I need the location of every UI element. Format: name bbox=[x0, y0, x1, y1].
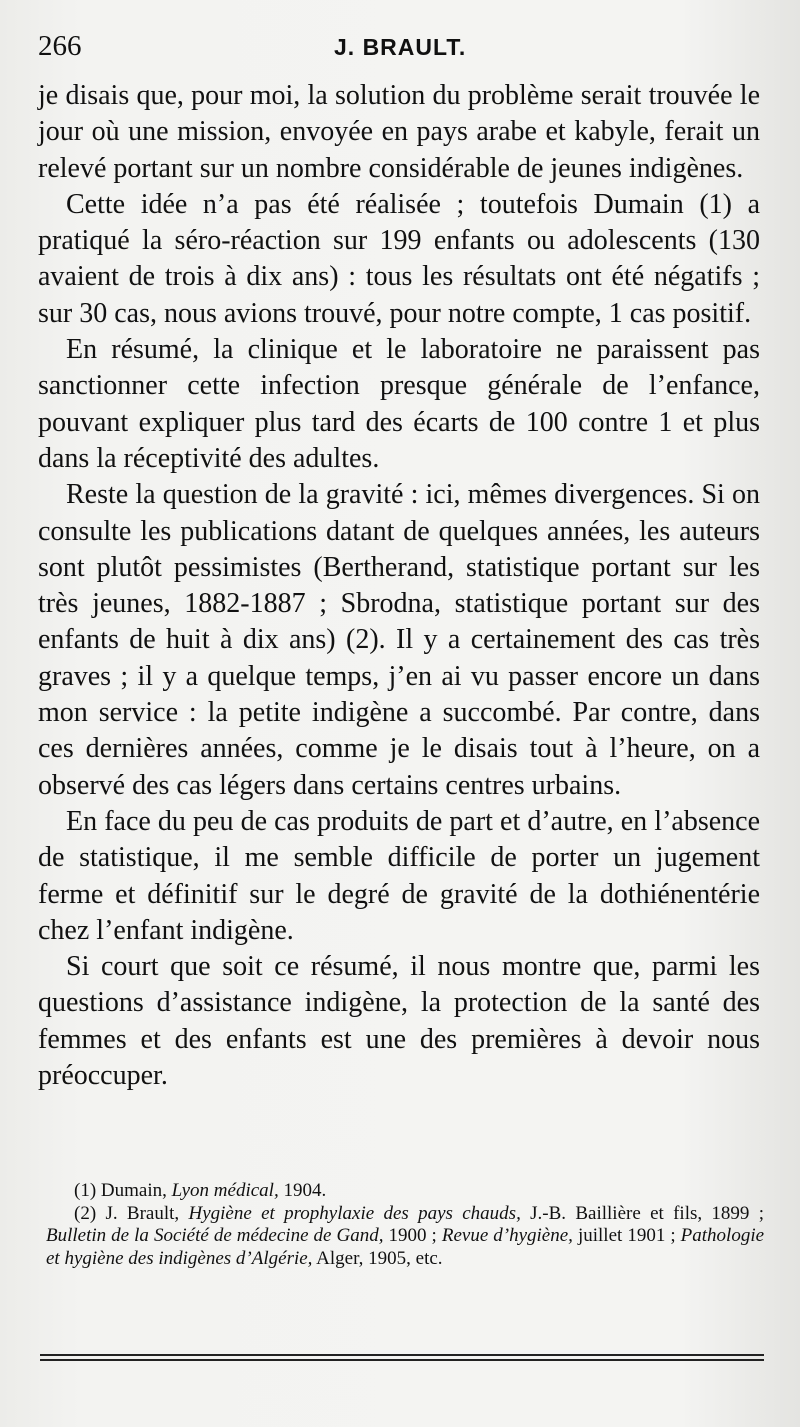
footnote-2-author: J. Brault, bbox=[105, 1202, 180, 1224]
body-text bbox=[38, 78, 760, 1094]
footnote-2-marker: (2) bbox=[74, 1202, 97, 1224]
footnote-2-text-4: Alger, 1905, etc. bbox=[316, 1247, 443, 1269]
footnote-2-text-2: 1900 ; bbox=[388, 1225, 437, 1246]
footnote-2 bbox=[46, 1203, 764, 1271]
footnote-2-text-1: J.-B. Baillière et fils, 1899 ; bbox=[530, 1202, 765, 1224]
footnote-1-journal: Lyon médical, bbox=[171, 1180, 279, 1201]
bottom-rule-upper bbox=[40, 1354, 764, 1356]
footnote-1 bbox=[46, 1180, 764, 1203]
page-header bbox=[38, 30, 760, 70]
footnote-1-marker: (1) bbox=[74, 1180, 97, 1201]
paragraph-6: Si court que soit ce résumé, il nous montre que, parmi les questions d’assistance indigène, la protection de la santé des femmes et des enfants est une des premières à devoir nous préoccuper. bbox=[38, 951, 760, 1092]
footnote-2-title-4: Pathologie et hygiène des indigènes d’Algérie, bbox=[46, 1225, 765, 1269]
bottom-rule-lower bbox=[40, 1359, 764, 1361]
paragraph-4: Reste la question de la gravité : ici, mêmes divergences. Si on consulte les publications datant de quelques années, les auteurs sont plutôt pessimistes (Bertherand, statistique portant sur les très jeunes, 1882-1887 ; Sbrodna, statistique portant sur des enfants de huit à dix ans) (2). Il y a certainement des cas très graves ; il y a quelque temps, j’en ai vu passer encore un dans mon service : la petite indigène a succombé. Par contre, dans ces dernières années, comme je le disais tout à l’heure, on a observé des cas légers dans certains centres urbains. bbox=[38, 479, 760, 801]
footnote-2-text-3: juillet 1901 ; bbox=[577, 1225, 676, 1246]
paragraph-3: En résumé, la clinique et le laboratoire ne paraissent pas sanctionner cette infection presque générale de l’enfance, pouvant expliquer plus tard des écarts de 100 contre 1 et plus dans la réceptivité des adultes. bbox=[38, 334, 760, 474]
footnote-1-author: Dumain, bbox=[100, 1180, 167, 1201]
footnotes bbox=[46, 1180, 764, 1270]
footnote-2-title-3: Revue d’hygiène, bbox=[441, 1225, 573, 1246]
page-number: 266 bbox=[38, 30, 82, 62]
paragraph-5: En face du peu de cas produits de part et d’autre, en l’absence de statistique, il me semble difficile de porter un jugement ferme et définitif sur le degré de gravité de la dothiénentérie chez l’enfant indigène. bbox=[38, 805, 760, 946]
footnote-2-title-1: Hygiène et prophylaxie des pays chauds, bbox=[188, 1202, 521, 1224]
footnote-1-rest: 1904. bbox=[283, 1180, 327, 1201]
paragraph-2: Cette idée n’a pas été réalisée ; toutefois Dumain (1) a pratiqué la séro-réaction sur 199 enfants ou adolescents (130 avaient de trois à dix ans) : tous les résultats ont été négatifs ; sur 30 cas, nous avions trouvé, pour notre compte, 1 cas positif. bbox=[38, 188, 760, 329]
footnote-2-title-2: Bulletin de la Société de médecine de Gand, bbox=[46, 1225, 384, 1246]
running-head: J. BRAULT. bbox=[334, 34, 467, 60]
paragraph-1: je disais que, pour moi, la solution du problème serait trouvée le jour où une mission, envoyée en pays arabe et kabyle, ferait un relevé portant sur un nombre considérable de jeunes indigènes. bbox=[38, 80, 760, 184]
